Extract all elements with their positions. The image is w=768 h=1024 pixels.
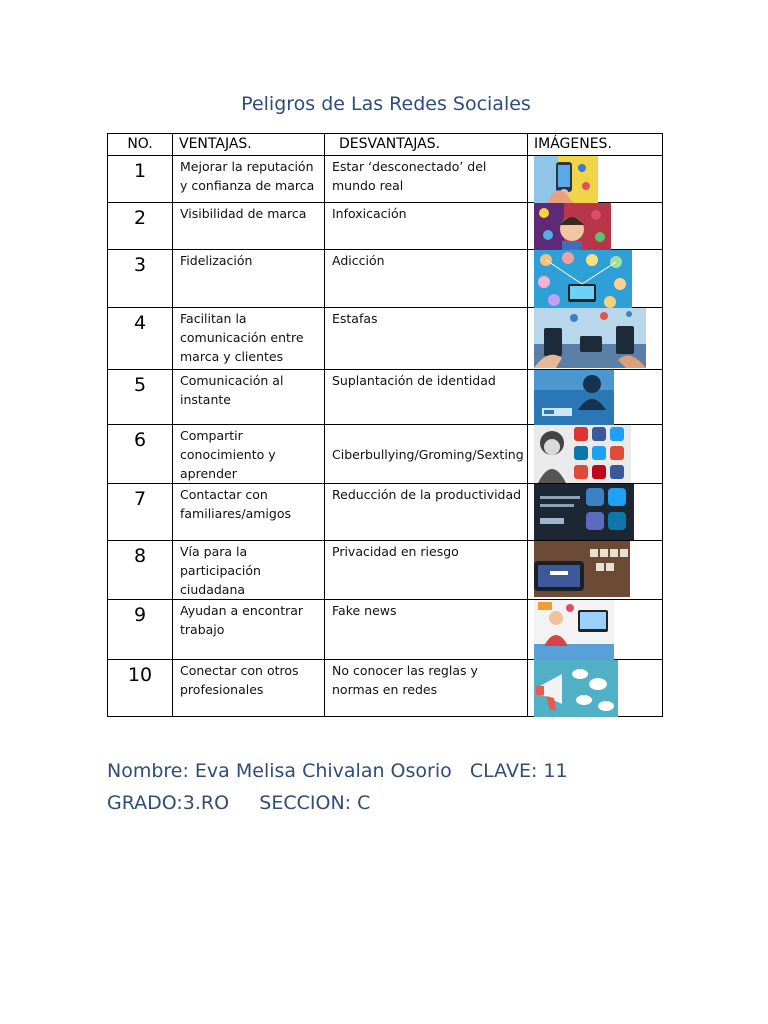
table-row	[108, 660, 663, 717]
desventaja-cell: No conocer las reglas y normas en redes	[325, 660, 528, 717]
table-row	[108, 156, 663, 203]
row-number: 5	[108, 370, 173, 425]
ventaja-cell: Fidelización	[173, 250, 325, 308]
social-icons-face-icon	[534, 203, 611, 250]
image-cell	[528, 484, 663, 541]
desventaja-cell: Privacidad en riesgo	[325, 541, 528, 600]
woman-social-logos-photo	[534, 425, 631, 483]
ventaja-cell: Ayudan a encontrar trabajo	[173, 600, 325, 660]
ventaja-cell: Comunicación al instante	[173, 370, 325, 425]
header-desventajas: DESVANTAJAS.	[325, 134, 528, 156]
row-number: 7	[108, 484, 173, 541]
smartphone-hand-photo	[534, 156, 598, 203]
desventaja-cell: Estar ‘desconectado’ del mundo real	[325, 156, 528, 203]
image-cell	[528, 425, 663, 484]
woman-social-logos-icon	[534, 425, 631, 483]
image-cell	[528, 156, 663, 203]
image-cell	[528, 370, 663, 425]
ventaja-cell: Vía para la participación ciudadana	[173, 541, 325, 600]
people-network-photo	[534, 250, 632, 308]
row-number: 3	[108, 250, 173, 308]
ventaja-cell: Facilitan la comunicación entre marca y clientes	[173, 308, 325, 370]
desventaja-cell: Infoxicación	[325, 203, 528, 250]
desventaja-cell: Reducción de la productividad	[325, 484, 528, 541]
table-row	[108, 370, 663, 425]
header-ventajas: VENTAJAS.	[173, 134, 325, 156]
header-no: NO.	[108, 134, 173, 156]
table-row	[108, 541, 663, 600]
table-row	[108, 425, 663, 484]
desventaja-cell: Ciberbullying/Groming/Sexting	[325, 425, 528, 484]
table-row	[108, 203, 663, 250]
ventaja-cell: Mejorar la reputación y confianza de marca	[173, 156, 325, 203]
row-number: 4	[108, 308, 173, 370]
desventaja-cell: Fake news	[325, 600, 528, 660]
ventaja-cell: Conectar con otros profesionales	[173, 660, 325, 717]
ventaja-cell: Visibilidad de marca	[173, 203, 325, 250]
image-cell	[528, 308, 663, 370]
row-number: 8	[108, 541, 173, 600]
row-number: 9	[108, 600, 173, 660]
row-number: 6	[108, 425, 173, 484]
table-header-row	[108, 134, 663, 156]
table-row	[108, 600, 663, 660]
megaphone-cloud-illustration	[534, 660, 618, 717]
student-name-line: Nombre: Eva Melisa Chivalan Osorio CLAVE: 11	[107, 760, 568, 782]
facebook-phone-photo	[534, 541, 630, 597]
page-title: Peligros de Las Redes Sociales	[241, 93, 531, 115]
app-icons-screen-icon	[534, 484, 634, 540]
image-cell	[528, 660, 663, 717]
image-cell	[528, 541, 663, 600]
social-icons-face-photo	[534, 203, 611, 250]
header-imagenes: IMÁGENES.	[528, 134, 663, 156]
ventaja-cell: Contactar con familiares/amigos	[173, 484, 325, 541]
row-number: 10	[108, 660, 173, 717]
dangers-table	[107, 133, 663, 717]
desventaja-cell: Estafas	[325, 308, 528, 370]
row-number: 2	[108, 203, 173, 250]
man-computer-illustration	[534, 600, 614, 660]
man-computer-icon	[534, 600, 614, 660]
image-cell	[528, 600, 663, 660]
table-row	[108, 250, 663, 308]
hacker-silhouette-photo	[534, 370, 614, 425]
ventaja-cell: Compartir conocimiento y aprender	[173, 425, 325, 484]
hands-devices-icon	[534, 308, 646, 368]
grade-section-line: GRADO:3.RO SECCION: C	[107, 792, 371, 814]
row-number: 1	[108, 156, 173, 203]
image-cell	[528, 250, 663, 308]
desventaja-cell: Suplantación de identidad	[325, 370, 528, 425]
app-icons-screen-photo	[534, 484, 634, 540]
image-cell	[528, 203, 663, 250]
table-row	[108, 484, 663, 541]
hacker-silhouette-icon	[534, 370, 614, 425]
desventaja-cell: Adicción	[325, 250, 528, 308]
table-row	[108, 308, 663, 370]
hands-devices-photo	[534, 308, 646, 368]
facebook-phone-icon	[534, 541, 630, 597]
people-network-icon	[534, 250, 632, 308]
smartphone-hand-icon	[534, 156, 598, 203]
megaphone-cloud-icon	[534, 660, 618, 717]
